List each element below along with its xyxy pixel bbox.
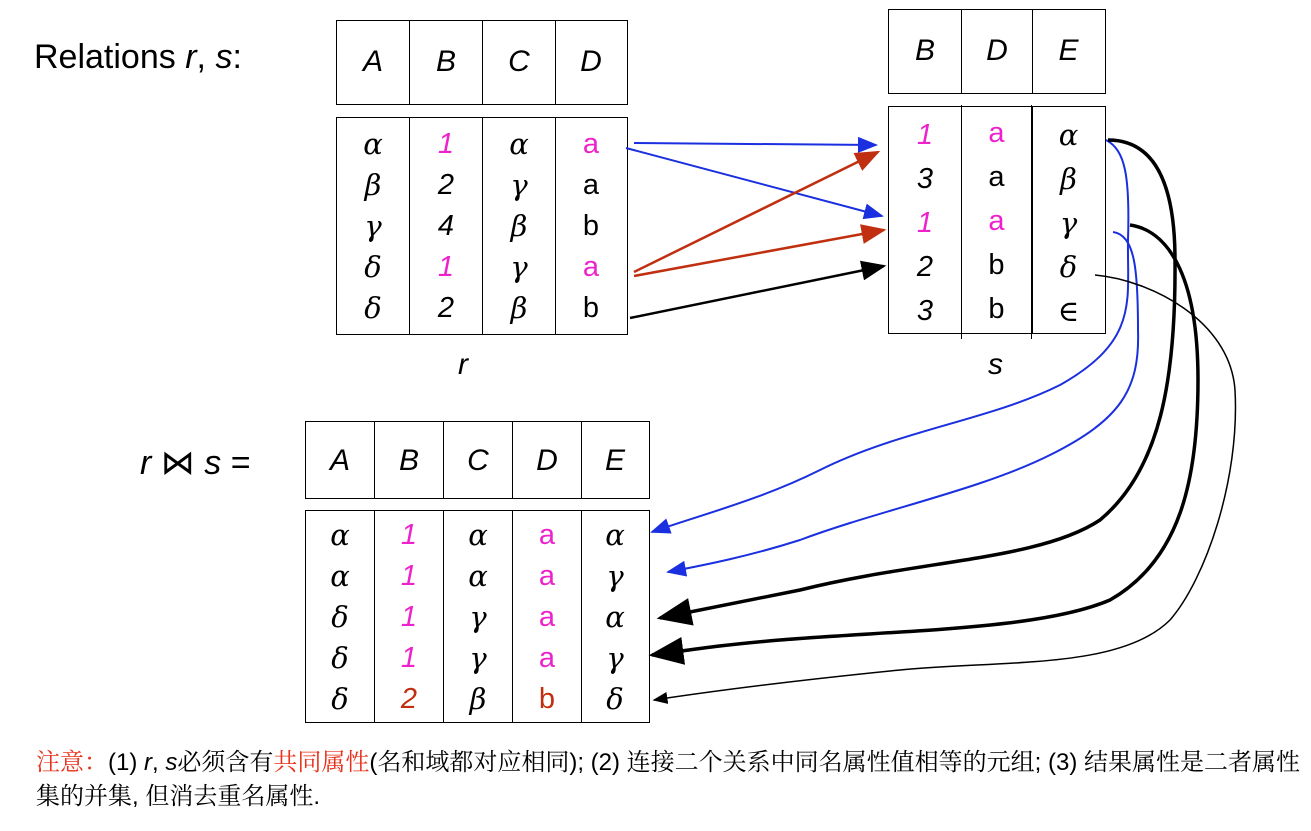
r-cell: α: [509, 127, 529, 161]
join-cell: 1: [400, 519, 418, 551]
r-cell: a: [582, 251, 600, 283]
r-cell: β: [364, 168, 382, 202]
join-cell: β: [469, 682, 487, 716]
arrow-r5-to-s4: [630, 266, 884, 318]
r-header-c: C: [508, 45, 530, 78]
join-cell: γ: [469, 641, 487, 675]
relation-r-label: r: [458, 348, 468, 381]
arrow-s4-to-join5: [654, 275, 1235, 700]
r-cell: β: [510, 291, 528, 325]
r-cell: 2: [437, 169, 455, 201]
join-header-b: B: [398, 444, 419, 477]
r-cell: δ: [364, 291, 382, 325]
join-header-a: A: [329, 444, 350, 477]
relation-s-label: s: [988, 348, 1003, 381]
join-header-d: D: [536, 444, 558, 477]
r-header-a: A: [362, 45, 383, 78]
join-cell: α: [605, 600, 625, 634]
join-cell: α: [605, 518, 625, 552]
s-cell: 3: [916, 295, 934, 327]
s-header-d: D: [986, 34, 1008, 67]
r-header-d: D: [580, 45, 602, 78]
r-cell: α: [363, 127, 383, 161]
join-cell: b: [538, 683, 556, 715]
join-cell: δ: [331, 682, 349, 716]
join-cell: α: [330, 559, 350, 593]
r-cell: γ: [364, 209, 382, 243]
arrow-s1-to-join3: [660, 140, 1175, 618]
r-cell: γ: [510, 168, 528, 202]
join-cell: a: [538, 642, 556, 674]
s-cell: b: [988, 293, 1005, 325]
s-cell: γ: [1059, 206, 1078, 240]
join-header-e: E: [604, 444, 625, 477]
arrow-s1-to-join1: [652, 140, 1128, 532]
r-cell: δ: [364, 250, 382, 284]
arrow-s3-to-join2: [668, 232, 1138, 572]
arrow-s3-to-join4: [652, 225, 1198, 655]
s-cell: b: [988, 249, 1005, 281]
join-cell: α: [468, 518, 488, 552]
s-header-b: B: [914, 34, 935, 67]
join-cell: a: [538, 560, 556, 592]
r-cell: a: [582, 128, 600, 160]
join-cell: 1: [400, 642, 418, 674]
s-cell: a: [988, 117, 1005, 149]
s-cell: β: [1060, 162, 1077, 196]
s-cell: ∈: [1057, 294, 1080, 328]
footnote: 注意：(1) r, s必须含有共同属性(名和域都对应相同); (2) 连接二个关系中同名属性值相等的元组; (3) 结果属性是二者属性集的并集, 但消去重名属性.: [36, 749, 1300, 810]
join-cell: α: [468, 559, 488, 593]
s-header-e: E: [1058, 34, 1079, 67]
s-cell: 1: [916, 207, 934, 239]
join-cell: γ: [469, 600, 487, 634]
join-cell: a: [538, 519, 556, 551]
r-cell: b: [582, 210, 600, 242]
join-cell: δ: [606, 682, 624, 716]
join-expression: r ⋈ s =: [140, 444, 251, 482]
join-cell: γ: [606, 641, 624, 675]
join-cell: 1: [400, 601, 418, 633]
r-cell: b: [582, 292, 600, 324]
join-cell: δ: [331, 641, 349, 675]
r-header-b: B: [435, 45, 456, 78]
r-cell: γ: [510, 250, 528, 284]
r-cell: 2: [437, 292, 455, 324]
s-cell: a: [988, 161, 1005, 193]
s-cell: 2: [916, 251, 934, 283]
join-cell: 2: [400, 683, 418, 715]
join-cell: a: [538, 601, 556, 633]
s-cell: 1: [916, 119, 934, 151]
r-cell: 4: [437, 210, 455, 242]
s-cell: 3: [916, 163, 934, 195]
r-cell: β: [510, 209, 528, 243]
s-cell: δ: [1059, 250, 1078, 284]
r-cell: a: [582, 169, 600, 201]
arrow-r1-to-s3: [626, 148, 882, 216]
join-cell: δ: [331, 600, 349, 634]
join-cell: γ: [606, 559, 624, 593]
r-cell: 1: [437, 128, 455, 160]
s-cell: α: [1058, 118, 1079, 152]
r-cell: 1: [437, 251, 455, 283]
join-cell: α: [330, 518, 350, 552]
join-header-c: C: [467, 444, 489, 477]
join-cell: 1: [400, 560, 418, 592]
page-title: Relations r, s:: [34, 38, 242, 76]
s-cell: a: [988, 205, 1005, 237]
arrow-r1-to-s1: [634, 143, 876, 145]
